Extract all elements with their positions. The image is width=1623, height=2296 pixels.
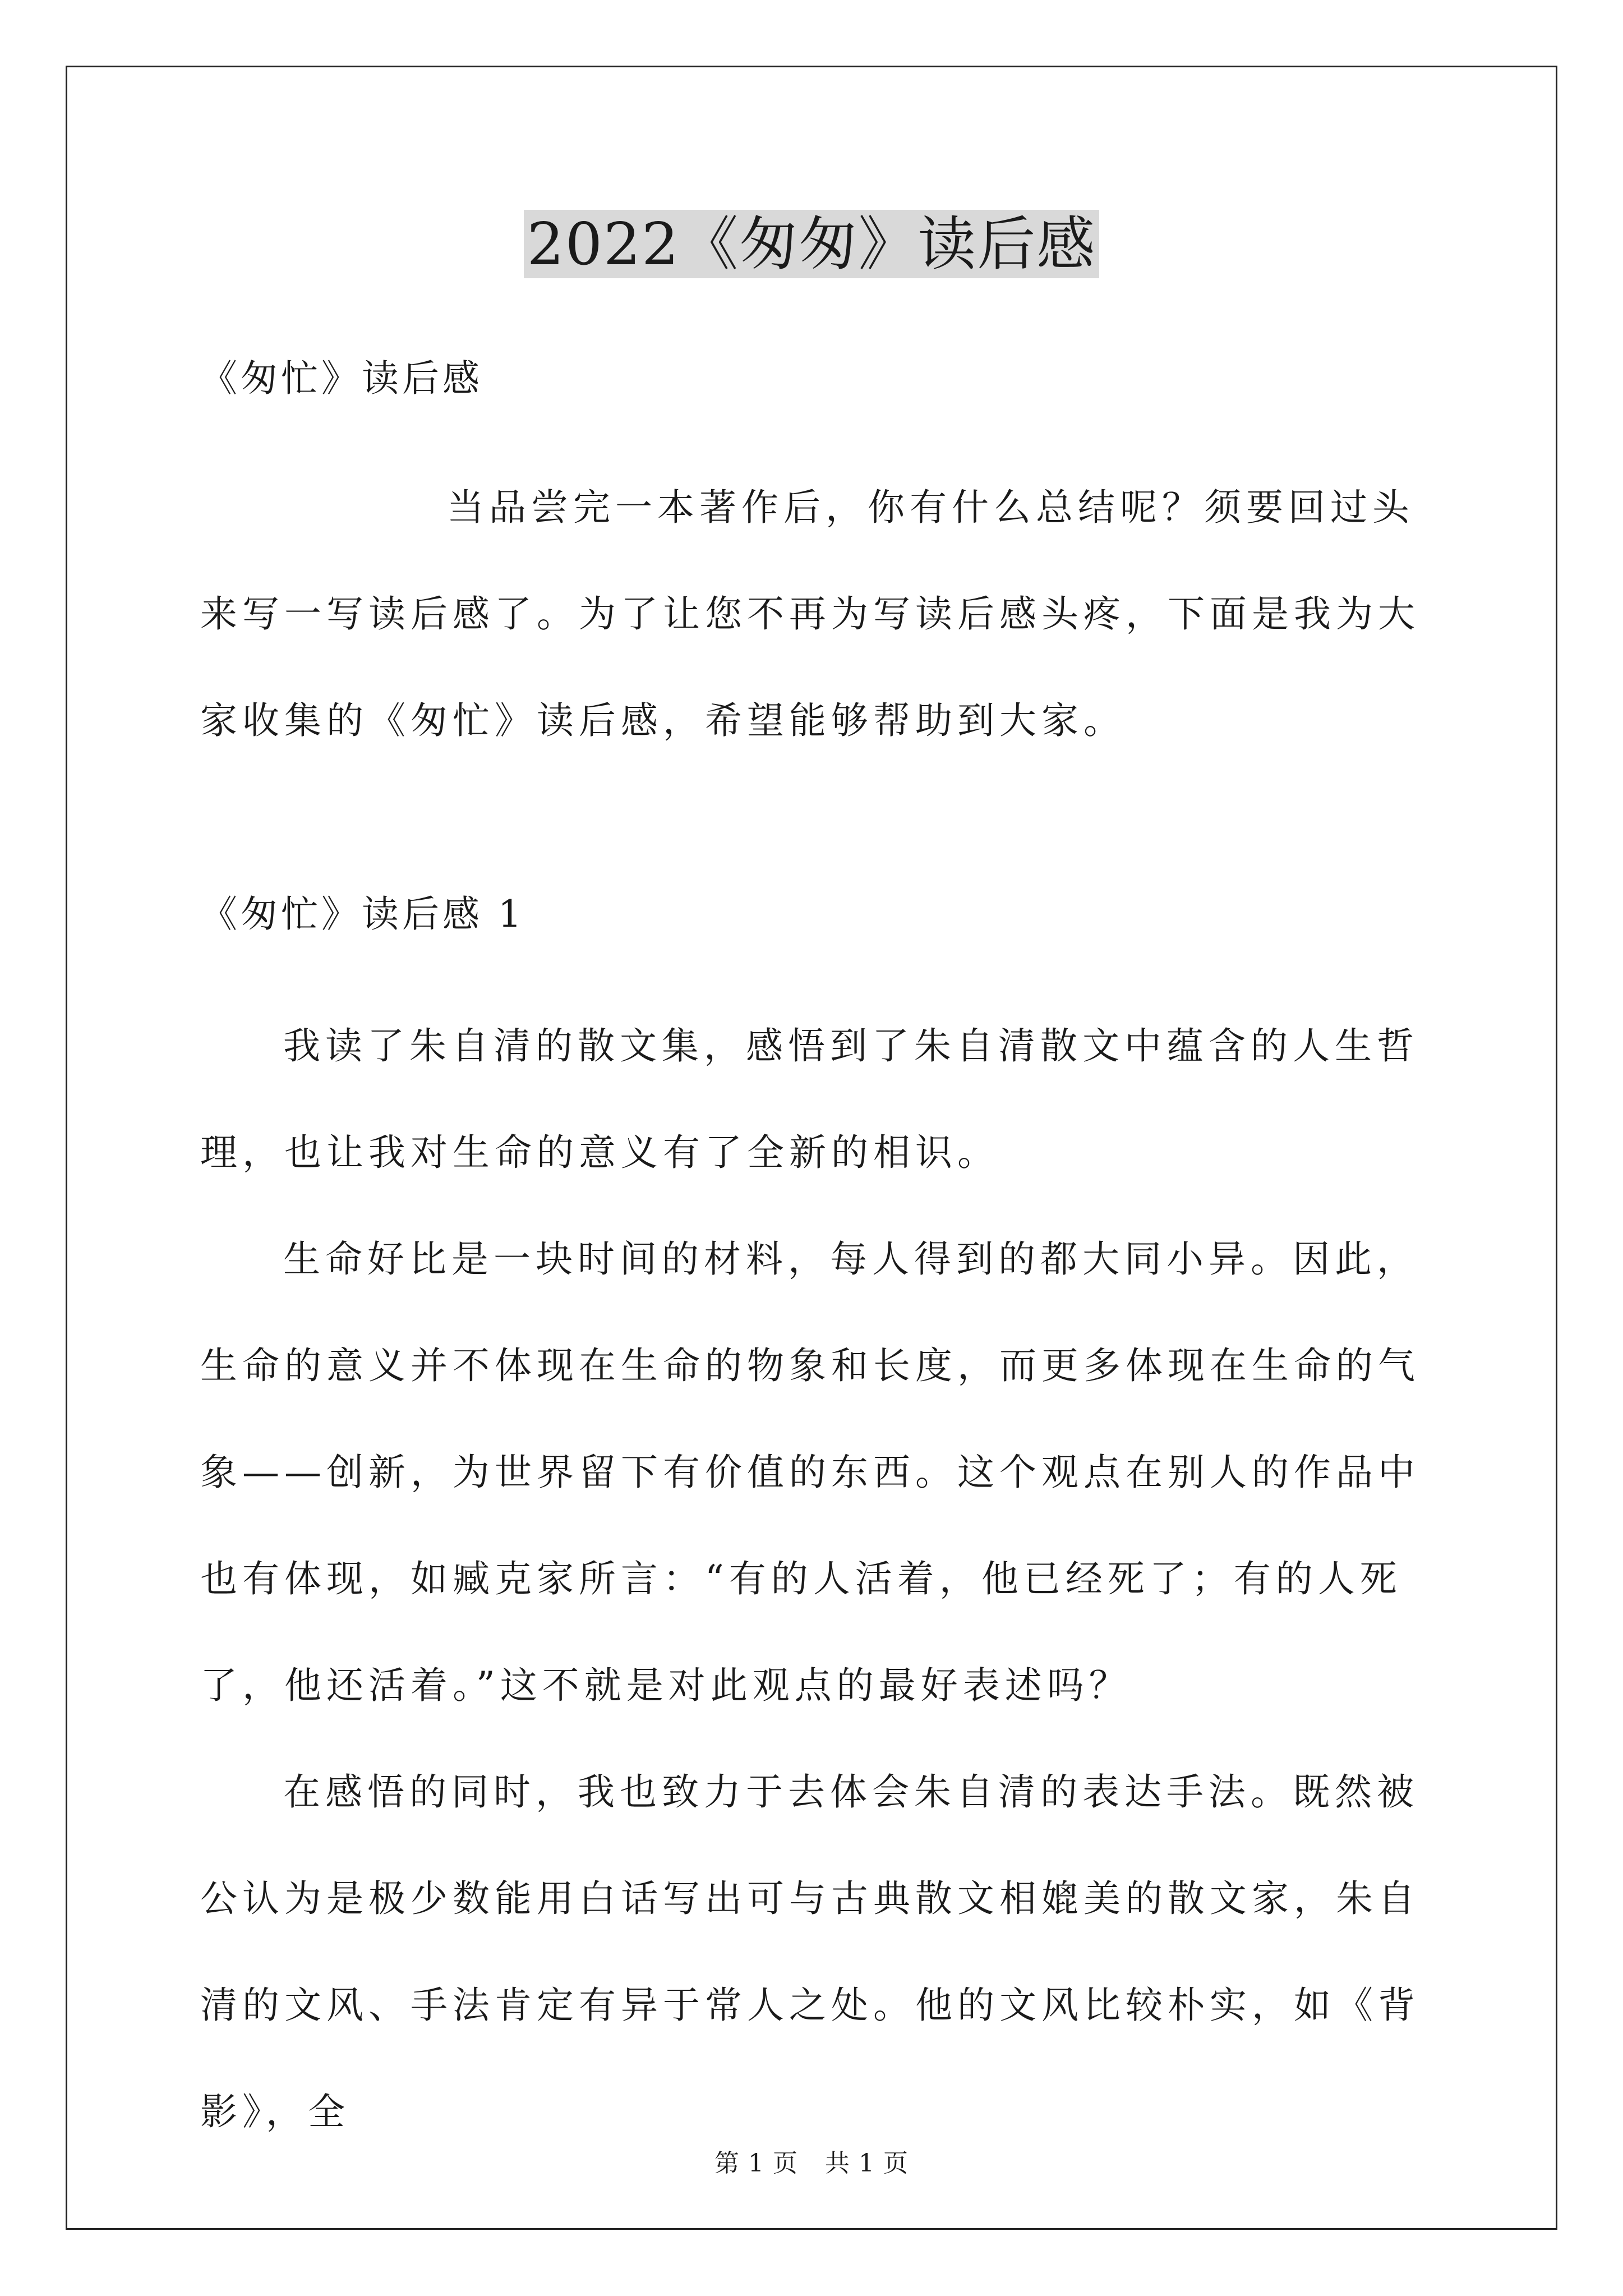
section-heading: 《匆忙》读后感 1	[200, 892, 525, 936]
body-paragraph-3: 在感悟的同时，我也致力于去体会朱自清的表达手法。既然被公认为是极少数能用白话写出可与古典散文相媲美的散文家，朱自清的文风、手法肯定有异于常人之处。他的文风比较朴实，如《背影》，全	[200, 1770, 1420, 2133]
page-total: 共 1 页	[825, 2149, 909, 2178]
body-paragraph-2: 生命好比是一块时间的材料，每人得到的都大同小异。因此，生命的意义并不体现在生命的物象和长度，而更多体现在生命的气象——创新，为世界留下有价值的东西。这个观点在别人的作品中也有体现，如臧克家所言：“有的人活着，他已经死了；有的人死了，他还活着。”这不就是对此观点的最好表述吗？	[200, 1237, 1420, 1707]
page-footer	[0, 2143, 1623, 2179]
document-subtitle: 《匆忙》读后感	[200, 357, 483, 400]
intro-paragraph: 当品尝完一本著作后，你有什么总结呢？须要回过头来写一写读后感了。为了让您不再为写读后感头疼，下面是我为大家收集的《匆忙》读后感，希望能够帮助到大家。	[200, 486, 1420, 742]
document-title-text: 2022《匆匆》读后感	[524, 210, 1100, 278]
page-number: 第 1 页	[714, 2149, 798, 2178]
body-paragraph-1: 我读了朱自清的散文集，感悟到了朱自清散文中蕴含的人生哲理，也让我对生命的意义有了全新的相识。	[200, 1024, 1419, 1174]
document-title	[0, 202, 1623, 286]
